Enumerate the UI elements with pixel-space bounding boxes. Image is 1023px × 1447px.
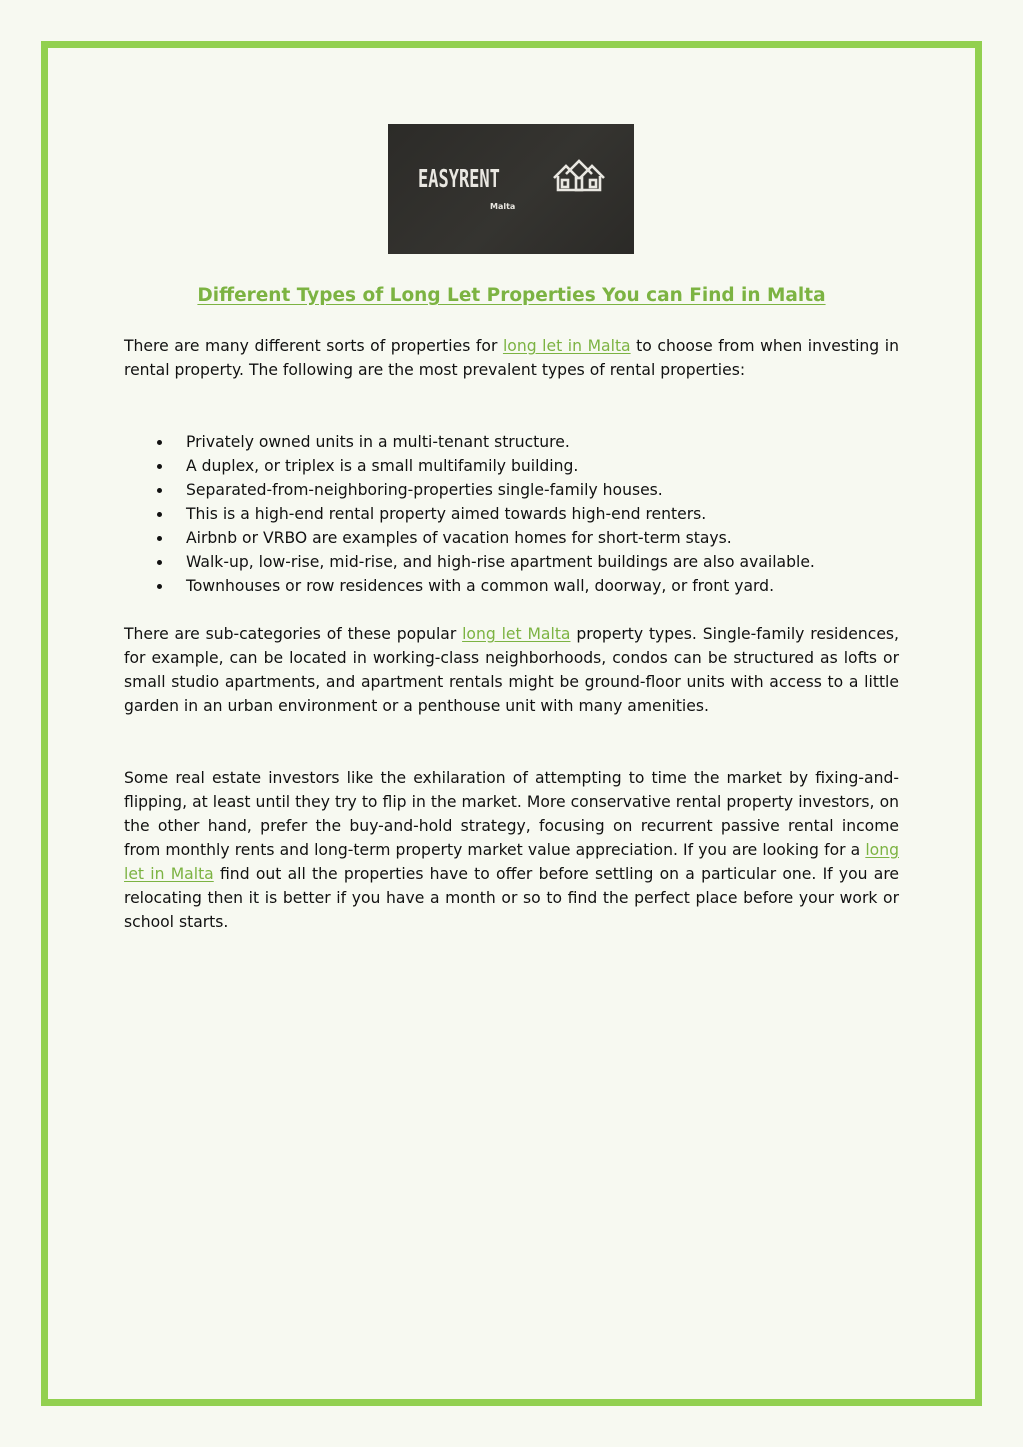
- long-let-malta-link[interactable]: long let Malta: [462, 625, 571, 643]
- houses-icon: [552, 158, 606, 194]
- list-item-text: A duplex, or triplex is a small multifamily building.: [186, 457, 579, 475]
- list-item: [124, 478, 924, 502]
- list-item-text: This is a high-end rental property aimed towards high-end renters.: [186, 505, 707, 523]
- intro-paragraph: [124, 334, 899, 382]
- bullet-icon: [157, 584, 162, 589]
- long-let-in-malta-link[interactable]: long let in Malta: [502, 337, 631, 355]
- para3-text-after: find out all the properties have to offer before settling on a particular one. If you are relocating then it is better if you have a month or so to find the perfect place before your work or school starts.: [124, 865, 900, 931]
- list-item: [124, 550, 924, 574]
- para2-text-after: property types. Single-family residences, for example, can be located in working-class neighborhoods, condos can be structured as lofts or small studio apartments, and apartment rentals might be ground-floor units with access to a little garden in an urban environment or a penthouse unit with many amenities.: [124, 625, 899, 715]
- list-item-text: Walk-up, low-rise, mid-rise, and high-rise apartment buildings are also available.: [186, 553, 815, 571]
- list-item-text: Privately owned units in a multi-tenant structure.: [186, 433, 570, 451]
- investors-paragraph: [124, 766, 899, 934]
- list-item-text: Airbnb or VRBO are examples of vacation homes for short-term stays.: [186, 529, 732, 547]
- list-item-text: Townhouses or row residences with a common wall, doorway, or front yard.: [186, 577, 775, 595]
- intro-text-after: to choose from when investing in rental property. The following are the most prevalent types of rental properties:: [124, 337, 899, 379]
- bullet-icon: [157, 512, 162, 517]
- para2-text-before: There are sub-categories of these popular: [124, 625, 463, 643]
- bullet-icon: [157, 488, 162, 493]
- list-item: [124, 454, 924, 478]
- list-item: [124, 430, 924, 454]
- logo-subtitle: Malta: [490, 202, 516, 211]
- list-item: [124, 502, 924, 526]
- logo-wordmark: EASYRENT: [418, 164, 500, 193]
- subcategories-paragraph: [124, 622, 899, 718]
- property-types-list: [124, 430, 924, 598]
- list-item: [124, 574, 924, 598]
- bullet-icon: [157, 464, 162, 469]
- intro-text-before: There are many different sorts of properties for: [124, 337, 503, 355]
- bullet-icon: [157, 536, 162, 541]
- logo-mark: [418, 154, 604, 214]
- long-let-in-malta-link-2[interactable]: long let in Malta: [124, 841, 899, 883]
- bullet-icon: [157, 440, 162, 445]
- list-item: [124, 526, 924, 550]
- list-item-text: Separated-from-neighboring-properties single-family houses.: [186, 481, 663, 499]
- easyrent-logo: [388, 124, 634, 254]
- page-title: Different Types of Long Let Properties You can Find in Malta: [197, 285, 826, 306]
- bullet-icon: [157, 560, 162, 565]
- para3-text-before: Some real estate investors like the exhilaration of attempting to time the market by fixing-and-flipping, at least until they try to flip in the market. More conservative rental property investors, on the other hand, prefer the buy-and-hold strategy, focusing on recurrent passive rental income from monthly rents and long-term property market value appreciation. If you are looking for a: [124, 769, 899, 859]
